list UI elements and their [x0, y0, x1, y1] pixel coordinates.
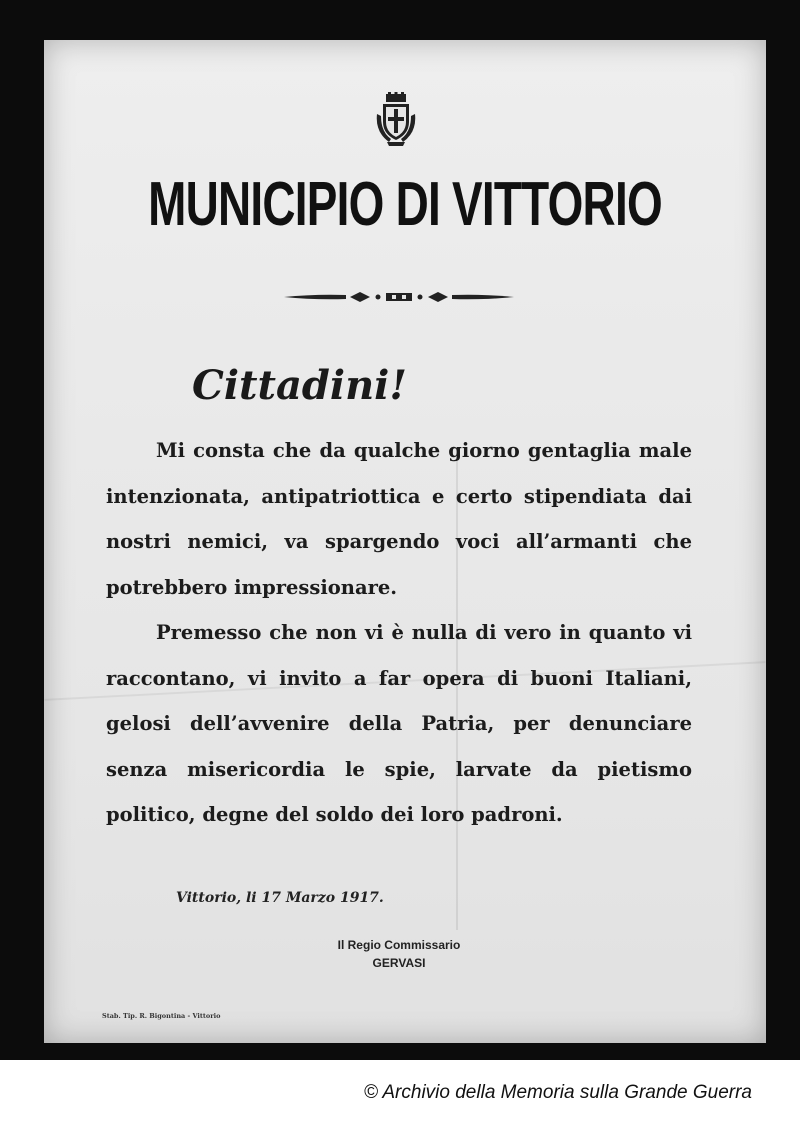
coat-of-arms-icon [373, 92, 419, 148]
poster-sheet [44, 40, 766, 1043]
proclamation-body [106, 428, 692, 838]
paragraph: Premesso che non vi è nulla di vero in quanto vi raccontano, vi invito a far opera di buoni Italiani, gelosi dell’avvenire della Patria, per denunciare senza misericordia le spie, larvate da pietismo politico, degne del soldo dei loro padroni. [106, 621, 692, 826]
signer-title: Il Regio Commissario [337, 938, 461, 952]
salutation: Cittadini! [192, 362, 407, 409]
paragraph: Mi consta che da qualche giorno gentaglia male intenzionata, antipatriottica e certo stipendiata dai nostri nemici, va spargendo voci all’armanti che potrebbero impressionare. [106, 439, 692, 599]
archive-credit: © Archivio della Memoria sulla Grande Guerra [363, 1082, 752, 1103]
date-line: Vittorio, li 17 Marzo 1917. [176, 890, 384, 906]
printer-imprint: Stab. Tip. R. Bigontina - Vittorio [102, 1012, 221, 1020]
municipality-headline: MUNICIPIO DI VITTORIO [148, 170, 662, 239]
ornament-divider [284, 290, 514, 304]
signer-name: GERVASI [372, 956, 426, 970]
